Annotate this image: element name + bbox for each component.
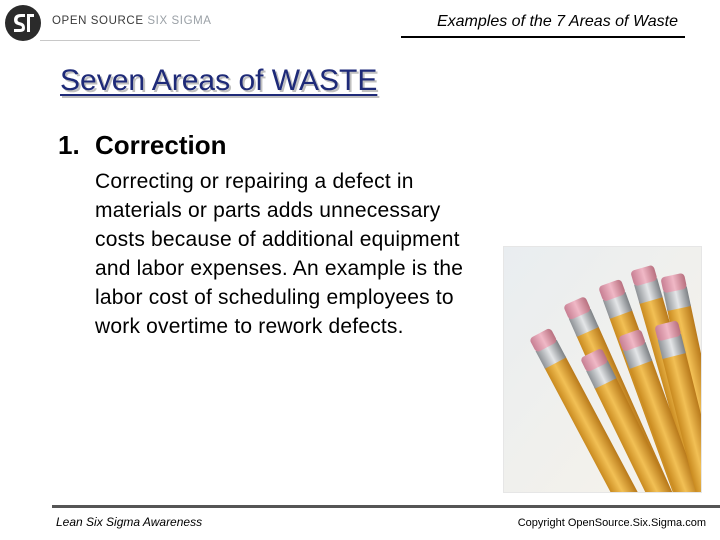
slide-subtitle: Examples of the 7 Areas of Waste bbox=[436, 13, 678, 30]
open-source-six-sigma-logo-icon bbox=[4, 4, 42, 42]
footer-course-name: Lean Six Sigma Awareness bbox=[56, 515, 203, 529]
section-body: Correcting or repairing a defect in materials or parts adds unnecessary costs because of additional equipment and labor expenses. An example is the labor cost of scheduling employees to work overtime to rework defects. bbox=[95, 170, 464, 338]
footer-copyright: Copyright OpenSource.Six.Sigma.com bbox=[517, 517, 706, 529]
subtitle-underline bbox=[401, 36, 685, 38]
pencils-photo bbox=[503, 246, 702, 493]
section-number: 1. bbox=[58, 130, 80, 160]
header-divider bbox=[40, 40, 200, 41]
section-heading: Correction bbox=[95, 130, 227, 160]
logo-text-accent: SIX SIGMA bbox=[147, 15, 212, 27]
logo-wordmark bbox=[52, 15, 212, 27]
logo-text-main: OPEN SOURCE bbox=[52, 15, 144, 27]
page-title: Seven Areas of WASTE bbox=[60, 64, 378, 97]
footer-divider bbox=[52, 505, 720, 508]
